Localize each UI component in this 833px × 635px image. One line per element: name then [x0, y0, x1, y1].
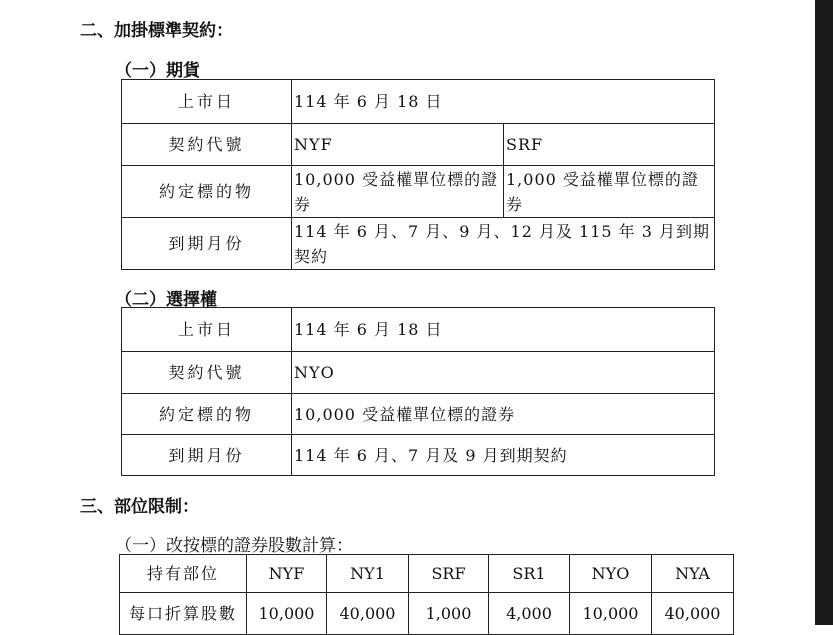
shares-nya: 40,000 [652, 593, 734, 635]
table-row [122, 394, 715, 435]
table-row [122, 80, 715, 124]
table-row [122, 352, 715, 394]
table-row [122, 435, 715, 476]
options-underlying-label: 約定標的物 [122, 394, 292, 435]
shares-nyf: 10,000 [247, 593, 327, 635]
futures-underlying-label: 約定標的物 [122, 166, 292, 218]
table-row [122, 308, 715, 352]
options-heading: （二）選擇權 [115, 290, 217, 310]
shares-nyo: 10,000 [570, 593, 652, 635]
futures-underlying-nyf: 10,000 受益權單位標的證券 [292, 166, 504, 218]
row-label-shares-per-contract: 每口折算股數 [120, 593, 247, 635]
table-row [120, 593, 734, 635]
shares-ny1: 40,000 [327, 593, 409, 635]
position-limit-table [119, 554, 734, 635]
options-expiry-value: 114 年 6 月、7 月及 9 月到期契約 [292, 435, 715, 476]
table-row [120, 555, 734, 593]
section-2-heading: 二、加掛標準契約： [80, 21, 233, 41]
futures-expiry-value: 114 年 6 月、7 月、9 月、12 月及 115 年 3 月到期契約 [292, 218, 715, 270]
futures-contract-code-label: 契約代號 [122, 124, 292, 166]
section-3-heading: 三、部位限制： [80, 497, 199, 517]
position-limit-subheading: （一）改按標的證券股數計算： [115, 536, 353, 556]
header-cell-srf: SRF [409, 555, 489, 593]
header-cell-ny1: NY1 [327, 555, 409, 593]
table-row [122, 124, 715, 166]
futures-table [121, 79, 715, 270]
options-expiry-label: 到期月份 [122, 435, 292, 476]
viewer-edge-bar [815, 0, 833, 625]
table-row [122, 166, 715, 218]
header-cell-nya: NYA [652, 555, 734, 593]
header-cell-nyf: NYF [247, 555, 327, 593]
options-contract-code-label: 契約代號 [122, 352, 292, 394]
futures-underlying-srf: 1,000 受益權單位標的證券 [504, 166, 715, 218]
futures-contract-code-nyf: NYF [292, 124, 504, 166]
header-cell-nyo: NYO [570, 555, 652, 593]
options-listing-date-label: 上市日 [122, 308, 292, 352]
options-listing-date-value: 114 年 6 月 18 日 [292, 308, 715, 352]
futures-listing-date-value: 114 年 6 月 18 日 [292, 80, 715, 124]
futures-contract-code-srf: SRF [504, 124, 715, 166]
options-table [121, 307, 715, 476]
futures-listing-date-label: 上市日 [122, 80, 292, 124]
shares-srf: 1,000 [409, 593, 489, 635]
shares-sr1: 4,000 [489, 593, 570, 635]
futures-expiry-label: 到期月份 [122, 218, 292, 270]
header-cell-position: 持有部位 [120, 555, 247, 593]
options-underlying-value: 10,000 受益權單位標的證券 [292, 394, 715, 435]
table-row [122, 218, 715, 270]
options-contract-code-value: NYO [292, 352, 715, 394]
header-cell-sr1: SR1 [489, 555, 570, 593]
futures-heading: （一）期貨 [115, 61, 200, 81]
